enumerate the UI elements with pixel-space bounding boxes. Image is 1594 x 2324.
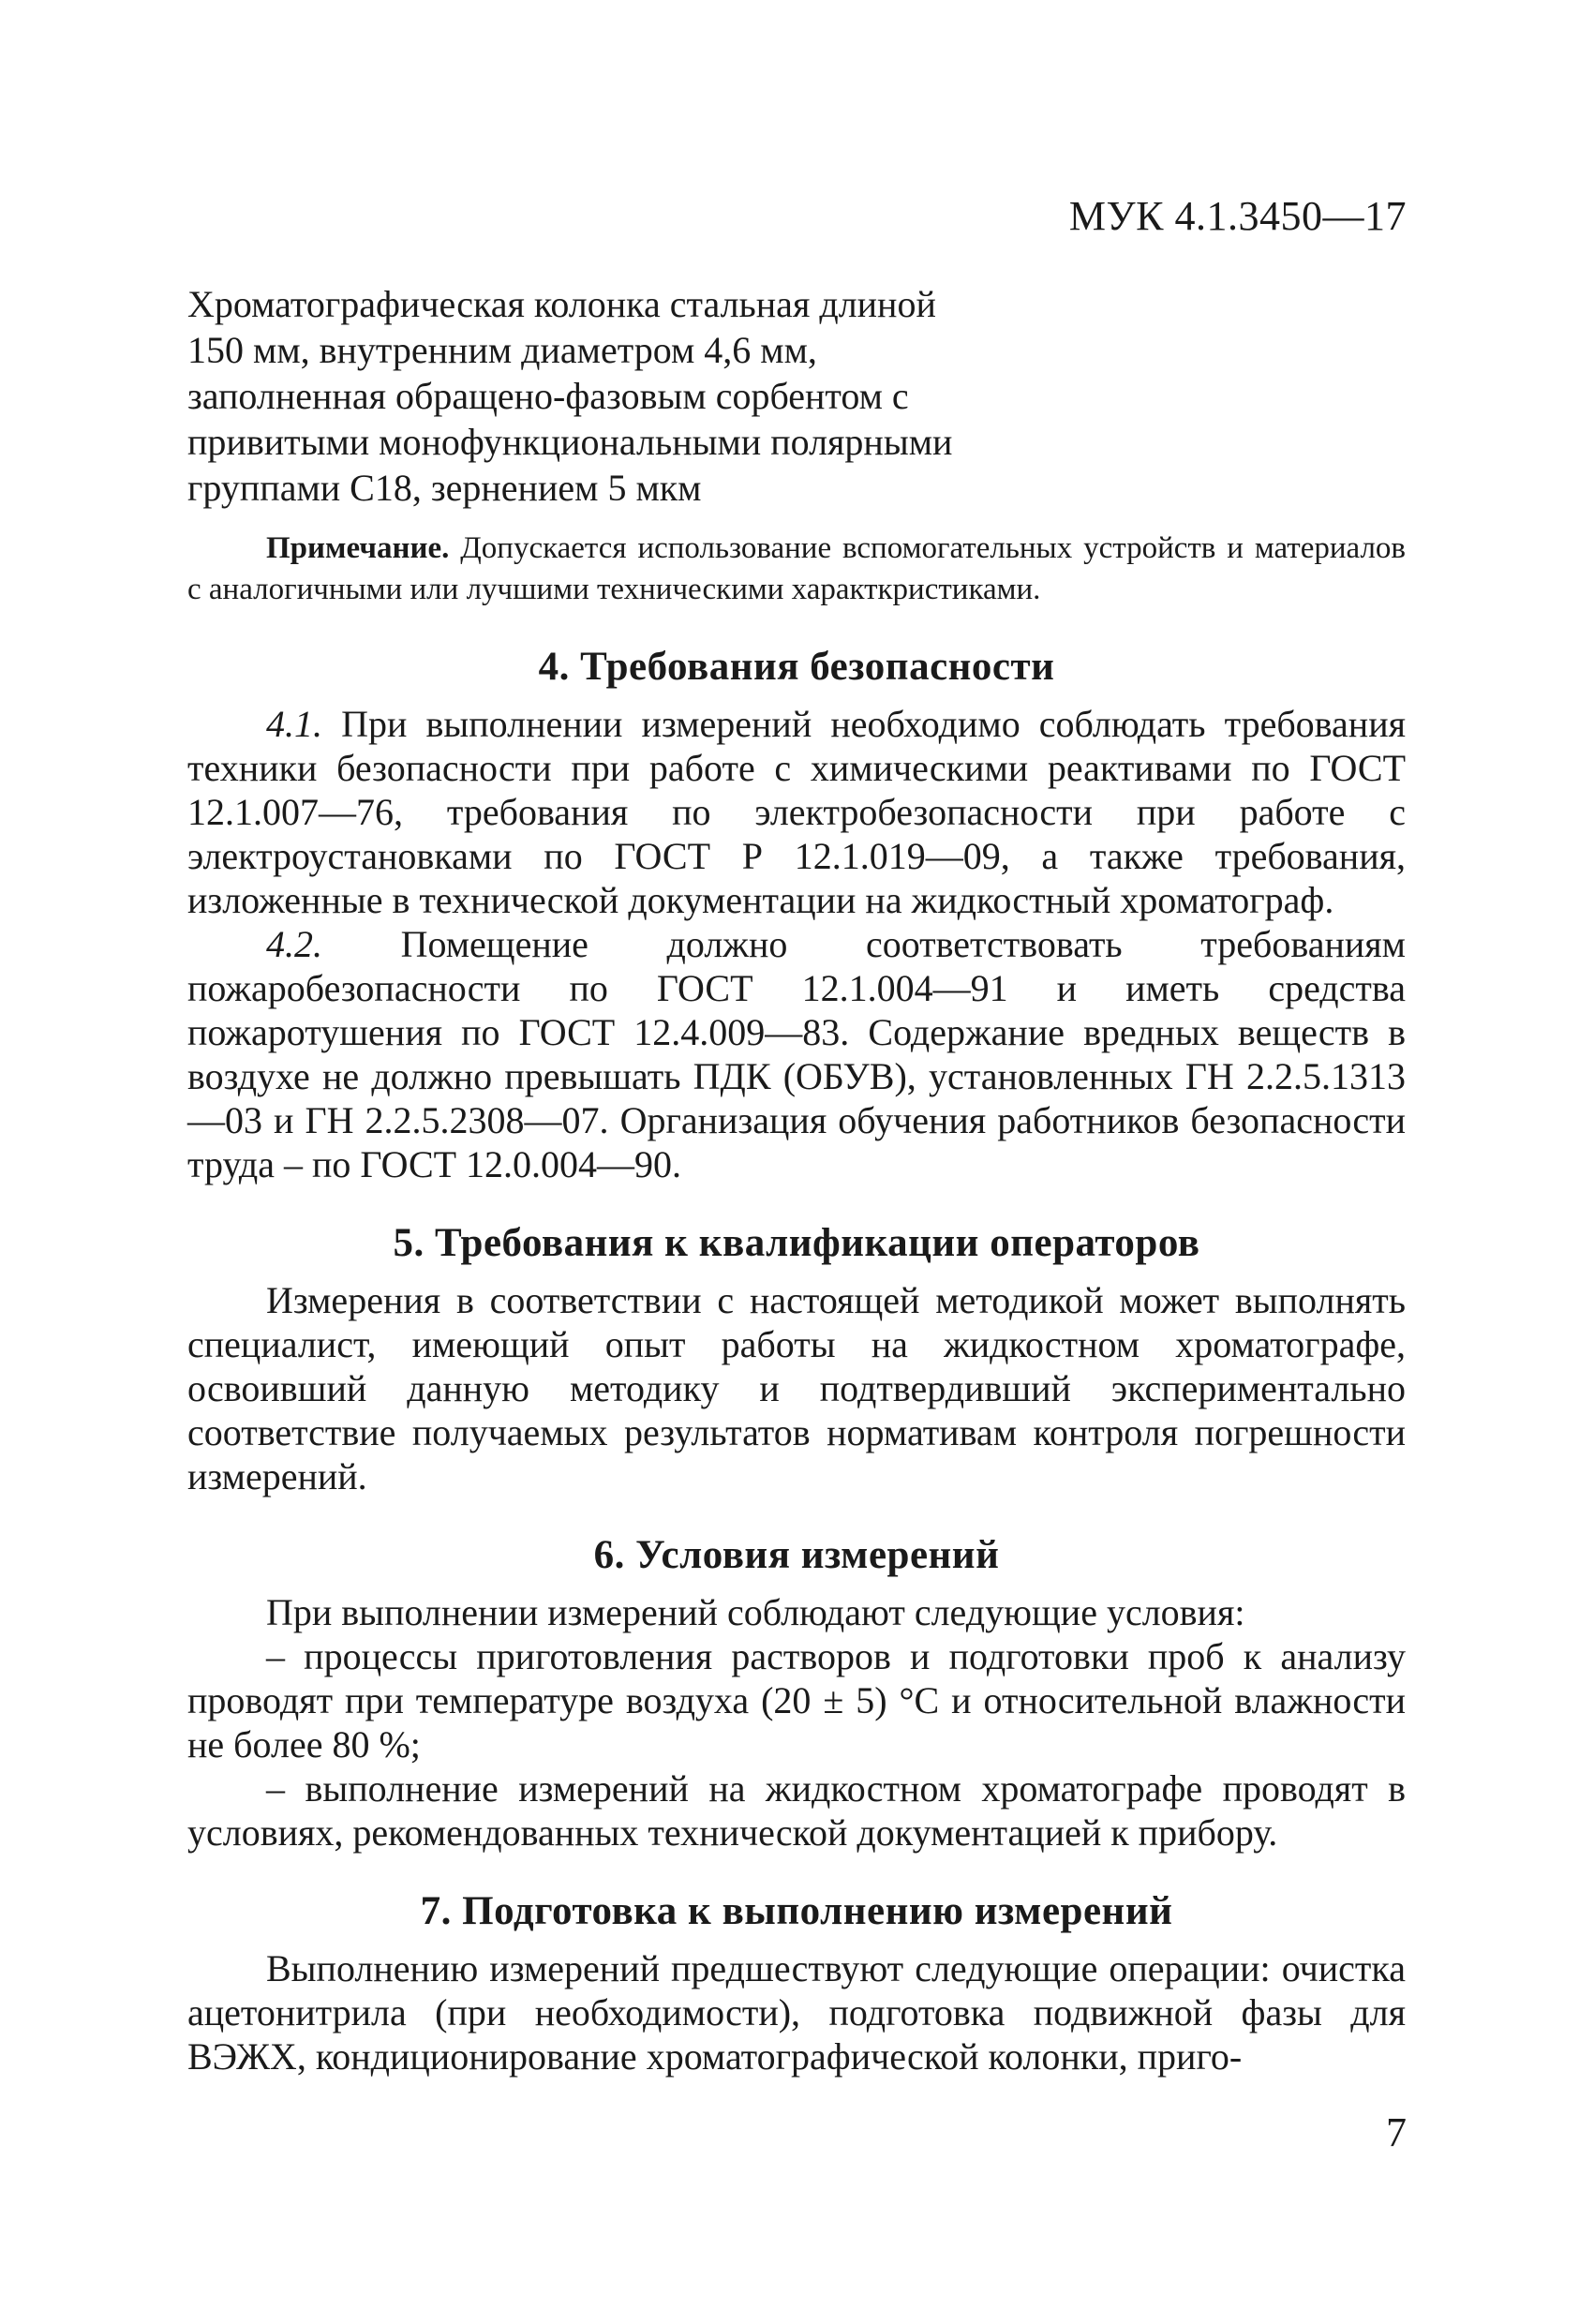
section-7-title: 7. Подготовка к выполнению измерений bbox=[420, 1889, 1173, 1933]
section-6-title: 6. Условия измерений bbox=[593, 1533, 1000, 1577]
page-number: 7 bbox=[1386, 2109, 1407, 2155]
note-text: Допускается использование вспомогательных устройств и материалов с аналогичными или лучшими техническими характкристиками. bbox=[187, 531, 1406, 606]
paragraph-text: Помещение должно соответствовать требованиям пожаробезопасности по ГОСТ 12.1.004—91 и иметь средства пожаротушения по ГОСТ 12.4.009—83. Содержание вредных веществ в воздухе не должно превышать ПДК (ОБУВ), установленных ГН 2.2.5.1313—03 и ГН 2.2.5.2308—07. Организация обучения работников безопасности труда – по ГОСТ 12.0.004—90. bbox=[187, 923, 1406, 1185]
note-label: Примечание. bbox=[266, 531, 450, 565]
note-paragraph bbox=[187, 528, 1406, 610]
paragraph-6-intro: При выполнении измерений соблюдают следующие условия: bbox=[266, 1591, 1245, 1633]
paragraph-4-2 bbox=[187, 922, 1406, 1186]
paragraph-number: 4.2. bbox=[266, 923, 322, 965]
section-4-title: 4. Требования безопасности bbox=[538, 645, 1055, 689]
document-code-header: МУК 4.1.3450—17 bbox=[1068, 193, 1407, 239]
paragraph-4-1 bbox=[187, 702, 1406, 922]
section-5-title: 5. Требования к квалификации операторов bbox=[393, 1221, 1200, 1265]
paragraph-6-item-1: – процессы приготовления растворов и подготовки проб к анализу проводят при температуре воздуха (20 ± 5) °С и относительной влажности не более 80 %; bbox=[187, 1635, 1406, 1765]
paragraph-5: Измерения в соответствии с настоящей методикой может выполнять специалист, имеющий опыт работы на жидкостном хроматографе, освоивший данную методику и подтвердивший экспериментально соответствие получаемых результатов нормативам контроля погрешности измерений. bbox=[187, 1279, 1406, 1497]
paragraph-6-item-2: – выполнение измерений на жидкостном хроматографе проводят в условиях, рекомендованных технической документацией к прибору. bbox=[187, 1767, 1406, 1854]
paragraph-7: Выполнению измерений предшествуют следующие операции: очистка ацетонитрила (при необходимости), подготовка подвижной фазы для ВЭЖХ, кондиционирование хроматографической колонки, приго- bbox=[187, 1947, 1406, 2078]
paragraph-text: При выполнении измерений необходимо соблюдать требования техники безопасности при работе с химическими реактивами по ГОСТ 12.1.007—76, требования по электробезопасности при работе с электроустановками по ГОСТ Р 12.1.019—09, а также требования, изложенные в технической документации на жидкостный хроматограф. bbox=[187, 703, 1406, 921]
page-content bbox=[187, 281, 1406, 2078]
column-specification: Хроматографическая колонка стальная длиной 150 мм, внутренним диаметром 4,6 мм, заполненная обращено-фазовым сорбентом с привитыми монофункциональными полярными группами С18, зернением 5 мкм bbox=[187, 283, 953, 509]
paragraph-number: 4.1. bbox=[266, 703, 322, 745]
